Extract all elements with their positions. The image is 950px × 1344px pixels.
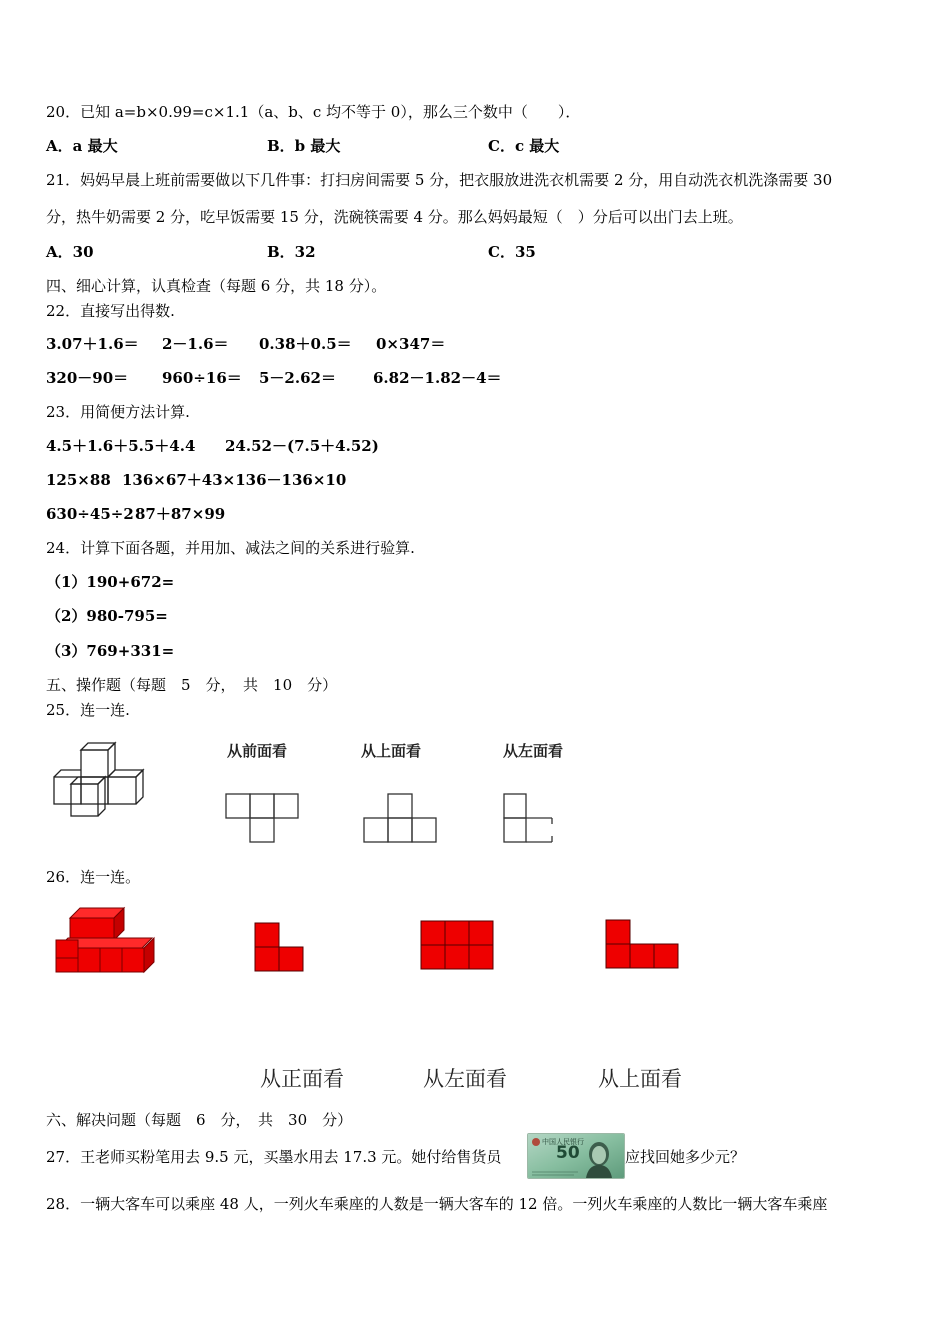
q25-view-front-shape <box>226 794 300 844</box>
q20-text: 20．已知 a=b×0.99=c×1.1（a、b、c 均不等于 0），那么三个数中（ ）． <box>46 103 581 121</box>
banknote-bank-name: 中国人民银行 <box>542 1138 584 1146</box>
q23-expr: 87＋87×99 <box>135 505 226 523</box>
q22-expr: 0×347＝ <box>376 335 446 353</box>
red-cube-face <box>56 940 78 958</box>
q21-line2: 分，热牛奶需要 2 分，吃早饭需要 15 分，洗碗筷需要 4 分。那么妈妈最短（ ）分后可以出门去上班。 <box>46 208 743 226</box>
red-cube-face <box>445 945 469 969</box>
q22-expr: 0.38＋0.5＝ <box>259 335 352 353</box>
red-cube-face <box>421 921 445 945</box>
q22-expr: 960÷16＝ <box>162 369 242 387</box>
q24-item: （2）980-795= <box>46 607 168 625</box>
q26-title: 26．连一连。 <box>46 868 141 886</box>
red-cube-face <box>100 948 122 972</box>
banknote-value: 50 <box>556 1143 580 1163</box>
q20-option-c: C．c 最大 <box>488 137 560 155</box>
q26-view-label-top: 从上面看 <box>598 1067 682 1091</box>
q23-expr: 24.52－(7.5＋4.52) <box>225 437 379 455</box>
q26-view-label-front: 从正面看 <box>260 1067 344 1091</box>
q23-title: 23．用简便方法计算. <box>46 403 190 421</box>
red-cube-face <box>255 947 279 971</box>
section5-title: 五、操作题（每题 5 分， 共 10 分） <box>46 676 338 694</box>
q24-item: （1）190+672= <box>46 573 175 591</box>
q26-view-shape-c <box>606 920 680 970</box>
q27-text-before: 27．王老师买粉笔用去 9.5 元，买墨水用去 17.3 元。她付给售货员 <box>46 1148 502 1166</box>
q25-view-top-shape <box>364 794 438 844</box>
q23-expr: 136×67＋43×136－136×10 <box>122 471 347 489</box>
q22-expr: 320－90＝ <box>46 369 129 387</box>
q22-title: 22．直接写出得数. <box>46 302 175 320</box>
q22-expr: 3.07＋1.6＝ <box>46 335 139 353</box>
red-cube-face <box>630 944 654 968</box>
q25-title: 25．连一连. <box>46 701 130 719</box>
section6-title: 六、解决问题（每题 6 分， 共 30 分） <box>46 1111 353 1129</box>
red-cube-face <box>606 920 630 944</box>
banknote-image <box>527 1133 625 1179</box>
q28-text: 28．一辆大客车可以乘座 48 人，一列火车乘座的人数是一辆大客车的 12 倍。一列火车乘座的人数比一辆大客车乘座 <box>46 1195 828 1213</box>
red-cube-face <box>255 923 279 947</box>
q25-view-label-left: 从左面看 <box>503 742 564 760</box>
q25-view-label-top: 从上面看 <box>361 742 422 760</box>
q24-title: 24．计算下面各题，并用加、减法之间的关系进行验算. <box>46 539 415 557</box>
section4-title: 四、细心计算，认真检查（每题 6 分，共 18 分）。 <box>46 277 387 295</box>
red-cube-face <box>78 948 100 972</box>
q23-expr: 125×88 <box>46 471 111 489</box>
q26-view-shape-b <box>421 921 495 971</box>
q20-option-b: B．b 最大 <box>267 137 341 155</box>
red-cube-face <box>606 944 630 968</box>
red-cube-face <box>469 921 493 945</box>
q21-option-a: A．30 <box>46 243 94 261</box>
red-cube-face <box>445 921 469 945</box>
q27-text-after: 应找回她多少元？ <box>625 1148 746 1166</box>
q22-expr: 6.82－1.82－4＝ <box>373 369 502 387</box>
q23-expr: 630÷45÷2 <box>46 505 134 523</box>
red-cube-face <box>70 918 114 940</box>
red-cube-face <box>421 945 445 969</box>
q26-red-cube-figure <box>54 908 150 980</box>
q24-item: （3）769+331= <box>46 642 175 660</box>
red-cube-face <box>469 945 493 969</box>
q20-option-a: A．a 最大 <box>46 137 118 155</box>
q21-option-b: B．32 <box>267 243 316 261</box>
q21-line1: 21．妈妈早晨上班前需要做以下几件事：打扫房间需要 5 分，把衣服放进洗衣机需要 2 分，用自动洗衣机洗涤需要 30 <box>46 171 833 189</box>
q25-cube-solid-figure <box>50 740 150 820</box>
q22-expr: 5－2.62＝ <box>259 369 336 387</box>
q26-view-shape-a <box>255 923 305 973</box>
q25-view-left-shape <box>504 794 554 844</box>
red-cube-face <box>279 947 303 971</box>
q22-expr: 2－1.6＝ <box>162 335 229 353</box>
q26-view-label-left: 从左面看 <box>423 1067 507 1091</box>
q23-expr: 4.5＋1.6＋5.5＋4.4 <box>46 437 196 455</box>
red-cube-face <box>122 948 144 972</box>
red-cube-face <box>654 944 678 968</box>
q25-view-label-front: 从前面看 <box>227 742 288 760</box>
q21-option-c: C．35 <box>488 243 536 261</box>
